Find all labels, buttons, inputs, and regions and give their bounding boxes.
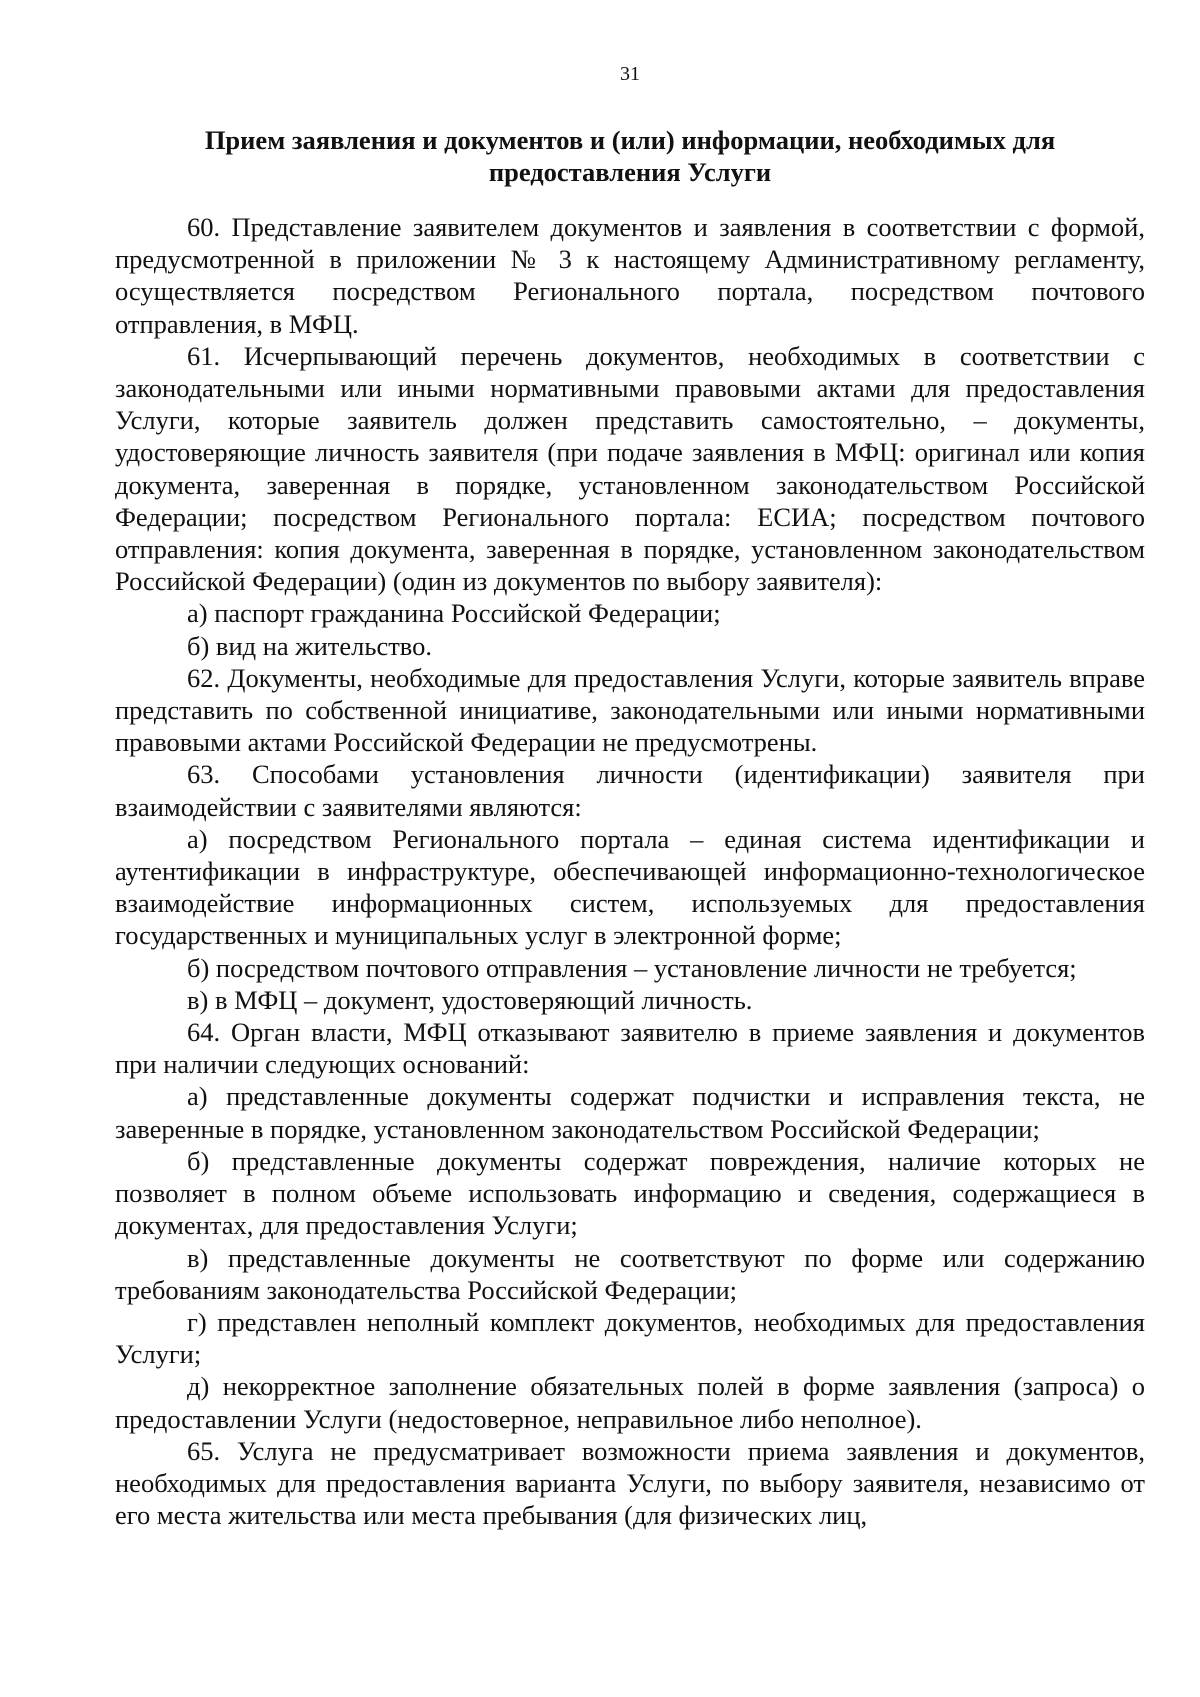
list-item-64a: а) представленные документы содержат подчистки и исправления текста, не заверенные в порядке, установленном законодательством Российской Федерации; — [115, 1081, 1145, 1144]
paragraph-60: 60. Представление заявителем документов и заявления в соответствии с формой, предусмотренной в приложении № 3 к настоящему Административному регламенту, осуществляется посредством Регионального портала, посредством почтового отправления, в МФЦ. — [115, 212, 1145, 339]
paragraph-65: 65. Услуга не предусматривает возможности приема заявления и документов, необходимых для предоставления варианта Услуги, по выбору заявителя, независимо от его места жительства или места пребывания (для физических лиц, — [115, 1435, 1145, 1531]
list-item-64c: в) представленные документы не соответствуют по форме или содержанию требованиям законодательства Российской Федерации; — [115, 1242, 1145, 1305]
list-item-64d: г) представлен неполный комплект документов, необходимых для предоставления Услуги; — [115, 1306, 1145, 1370]
list-item-63a: а) посредством Регионального портала – единая система идентификации и аутентификации в инфраструктуре, обеспечивающей информационно-технологическое взаимодействие информационных систем, используемых для предоставления государственных и муниципальных услуг в электронной форме; — [115, 823, 1145, 951]
section-title-line: предоставления Услуги — [488, 157, 772, 187]
list-item-64e: д) некорректное заполнение обязательных полей в форме заявления (запроса) о предоставлении Услуги (недостоверное, неправильное либо неполное). — [115, 1371, 1145, 1434]
page-number: 31 — [620, 63, 640, 85]
paragraph-64: 64. Орган власти, МФЦ отказывают заявителю в приеме заявления и документов при наличии следующих оснований: — [115, 1017, 1145, 1080]
paragraph-62: 62. Документы, необходимые для предоставления Услуги, которые заявитель вправе представить по собственной инициативе, законодательными или иными нормативными правовыми актами Российской Федерации не предусмотрены. — [115, 662, 1145, 758]
list-item-64b: б) представленные документы содержат повреждения, наличие которых не позволяет в полном объеме использовать информацию и сведения, содержащиеся в документах, для предоставления Услуги; — [115, 1145, 1145, 1241]
list-item-61b: б) вид на жительство. — [187, 630, 432, 661]
list-item-63c: в) в МФЦ – документ, удостоверяющий личность. — [187, 984, 753, 1015]
list-item-61a: а) паспорт гражданина Российской Федерации; — [187, 598, 721, 629]
paragraph-61: 61. Исчерпывающий перечень документов, необходимых в соответствии с законодательными или иными нормативными правовыми актами для предоставления Услуги, которые заявитель должен представить самостоятельно, – документы, удостоверяющие личность заявителя (при подаче заявления в МФЦ: оригинал или копия документа, заверенная в порядке, установленном законодательством Российской Федерации; посредством Регионального портала: ЕСИА; посредством почтового отправления: копия документа, заверенная в порядке, установленном законодательством Российской Федерации) (один из документов по выбору заявителя): — [115, 340, 1145, 597]
paragraph-63: 63. Способами установления личности (идентификации) заявителя при взаимодействии с заявителями являются: — [115, 759, 1145, 822]
list-item-63b: б) посредством почтового отправления – установление личности не требуется; — [187, 952, 1077, 983]
section-title-line: Прием заявления и документов и (или) информации, необходимых для — [204, 125, 1056, 155]
section-title — [115, 124, 1145, 188]
document-page — [115, 62, 1145, 1531]
